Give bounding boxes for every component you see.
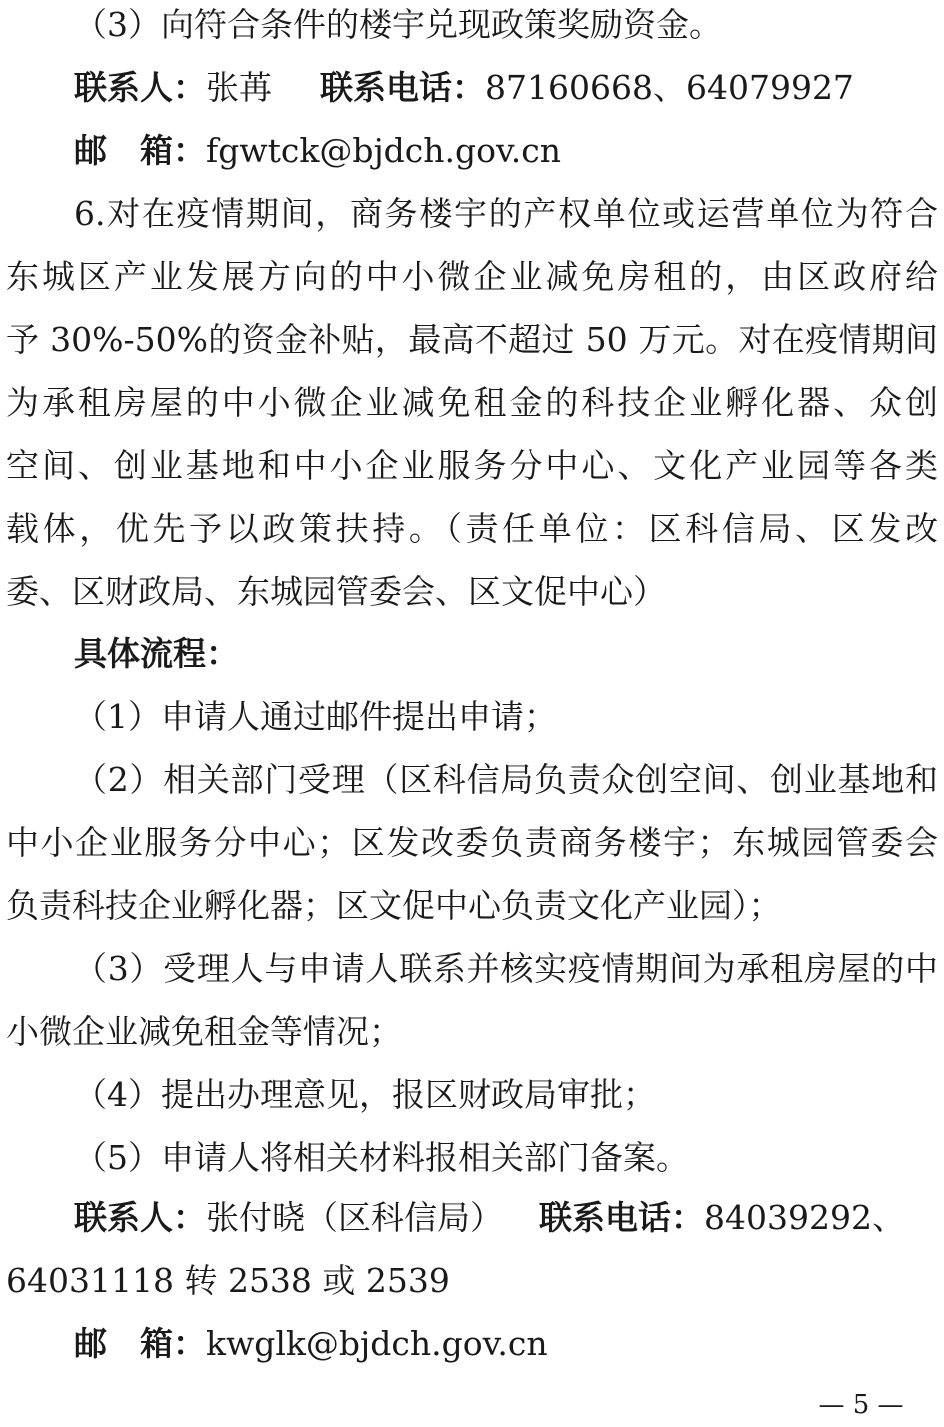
contact-person-label: 联系人： xyxy=(74,68,206,107)
paragraph-line: 予 30%-50%的资金补贴，最高不超过 50 万元。对在疫情期间 xyxy=(6,320,938,359)
email-label: 邮 箱： xyxy=(74,1324,206,1363)
paragraph-line: 委、区财政局、东城园管委会、区文促中心） xyxy=(6,572,666,611)
paragraph-line: 为承租房屋的中小微企业减免租金的科技企业孵化器、众创 xyxy=(6,383,938,422)
page-number: — 5 — xyxy=(818,1390,904,1420)
contact-person-label: 联系人： xyxy=(74,1198,206,1237)
contact-person: 张付晓（区科信局） xyxy=(206,1198,503,1237)
paragraph-line: 6.对在疫情期间，商务楼宇的产权单位或运营单位为符合 xyxy=(74,194,938,233)
list-item: 负责科技企业孵化器；区文促中心负责文化产业园）； xyxy=(6,886,782,925)
email-address: fgwtck@bjdch.gov.cn xyxy=(206,131,561,170)
contact-person: 张苒 xyxy=(206,68,272,107)
paragraph-line: 载体，优先予以政策扶持。（责任单位：区科信局、区发改 xyxy=(6,509,938,548)
email-label: 邮 箱： xyxy=(74,131,206,170)
list-item: （3）向符合条件的楼宇兑现政策奖励资金。 xyxy=(74,5,722,44)
section-heading: 具体流程： xyxy=(74,634,239,673)
contact-phone-continued: 64031118 转 2538 或 2539 xyxy=(6,1261,450,1300)
list-item: （5）申请人将相关材料报相关部门备案。 xyxy=(74,1138,689,1177)
contact-line xyxy=(74,1198,938,1238)
list-item: 小微企业减免租金等情况； xyxy=(6,1012,402,1051)
list-item: 中小企业服务分中心；区发改委负责商务楼宇；东城园管委会 xyxy=(6,823,938,862)
paragraph-line: 空间、创业基地和中小企业服务分中心、文化产业园等各类 xyxy=(6,446,938,485)
email-address: kwglk@bjdch.gov.cn xyxy=(206,1324,548,1363)
contact-phone-label: 联系电话： xyxy=(539,1198,704,1237)
contact-phone: 84039292、 xyxy=(704,1198,905,1237)
list-item: （4）提出办理意见，报区财政局审批； xyxy=(74,1075,656,1114)
contact-line xyxy=(74,68,938,108)
list-item: （2）相关部门受理（区科信局负责众创空间、创业基地和 xyxy=(74,760,938,799)
paragraph-line: 东城区产业发展方向的中小微企业减免房租的，由区政府给 xyxy=(6,257,938,296)
contact-phone-label: 联系电话： xyxy=(320,68,485,107)
contact-phone: 87160668、64079927 xyxy=(485,68,854,107)
list-item: （3）受理人与申请人联系并核实疫情期间为承租房屋的中 xyxy=(74,949,938,988)
email-line xyxy=(74,131,938,171)
email-line xyxy=(74,1324,938,1364)
list-item: （1）申请人通过邮件提出申请； xyxy=(74,697,557,736)
